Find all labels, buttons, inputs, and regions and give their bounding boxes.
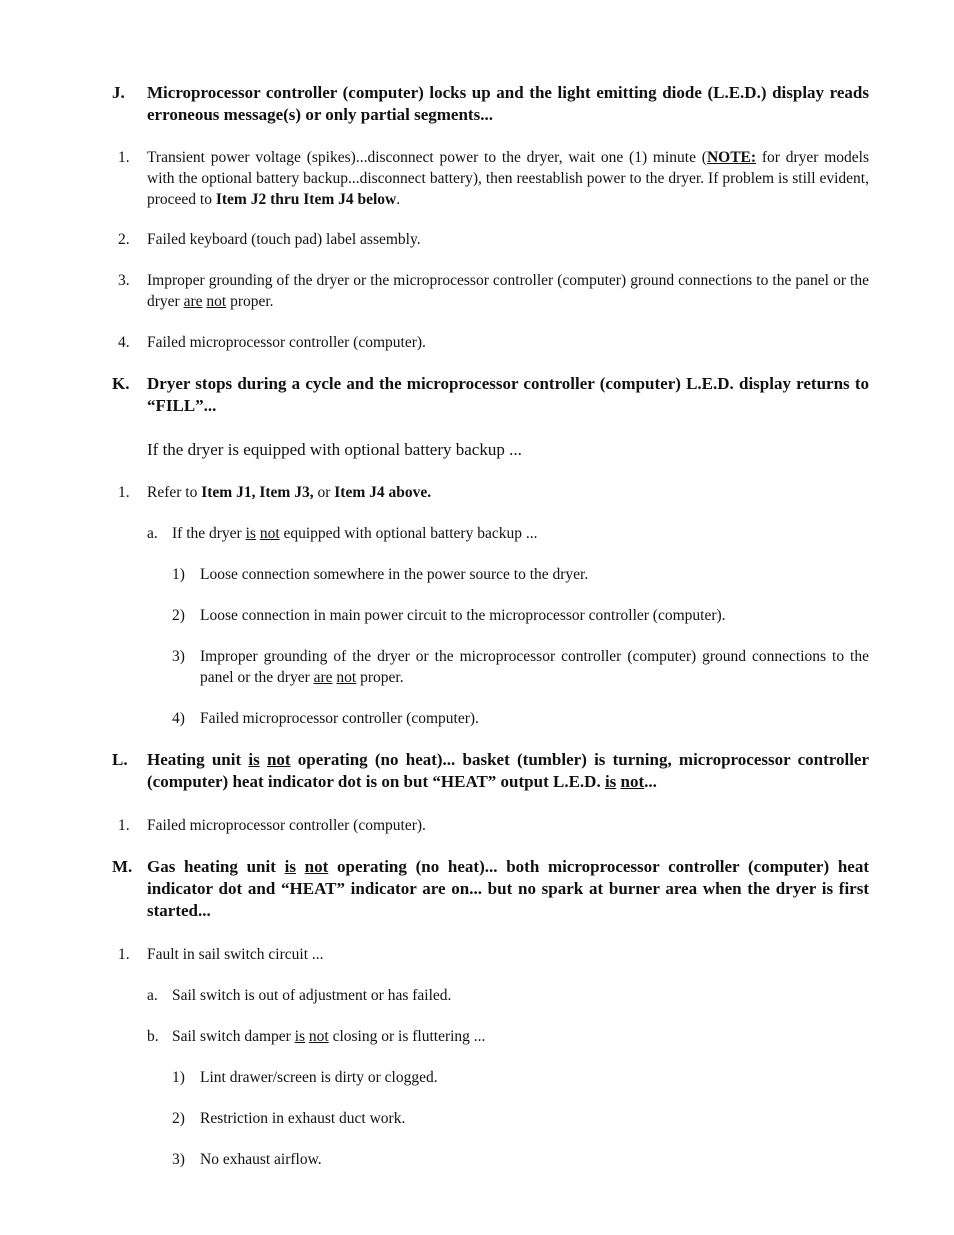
text-run: Improper grounding of the dryer or the microprocessor controller (computer) ground connections to the panel or the dryer	[200, 648, 869, 686]
text-run: closing or is fluttering ...	[328, 1028, 486, 1045]
item-marker: 1)	[172, 566, 185, 583]
underlined-word: is	[604, 772, 617, 791]
text-run: Heating unit	[147, 750, 249, 769]
section-title	[147, 749, 869, 793]
item-marker: 4)	[172, 710, 185, 727]
item-text: Loose connection in main power circuit to the microprocessor controller (computer).	[200, 607, 726, 624]
item-text	[147, 482, 869, 503]
section-marker: L.	[112, 750, 128, 769]
underlined-word: not	[259, 525, 280, 542]
text-run: or	[313, 484, 335, 501]
item-text: Loose connection somewhere in the power source to the dryer.	[200, 566, 589, 583]
item-text: No exhaust airflow.	[200, 1151, 322, 1168]
item-text	[172, 1026, 869, 1047]
text-run: Transient power voltage (spikes)...disconnect power to the dryer, wait one (1) minute (	[147, 149, 707, 166]
underlined-word: are	[313, 669, 333, 686]
item-text	[147, 147, 869, 210]
item-reference: Item J2 thru Item J4 below	[215, 191, 397, 208]
intro-text: If the dryer is equipped with optional battery backup ...	[147, 440, 522, 459]
underlined-word: not	[620, 772, 645, 791]
section-title	[147, 856, 869, 922]
underlined-word: not	[206, 293, 227, 310]
underlined-word: not	[308, 1028, 329, 1045]
underlined-word: are	[183, 293, 203, 310]
item-text: Restriction in exhaust duct work.	[200, 1110, 406, 1127]
item-reference: Item J4 above.	[334, 484, 432, 501]
underlined-word: is	[284, 857, 296, 876]
item-marker: 1.	[118, 817, 130, 834]
text-run: equipped with optional battery backup ...	[279, 525, 538, 542]
item-text	[172, 523, 869, 544]
item-text: Lint drawer/screen is dirty or clogged.	[200, 1069, 438, 1086]
note-label: NOTE:	[706, 149, 757, 166]
item-marker: 2)	[172, 1110, 185, 1127]
item-text: Failed microprocessor controller (computer).	[147, 334, 426, 351]
item-marker: 3)	[172, 648, 185, 665]
text-run: ...	[644, 772, 657, 791]
section-marker: M.	[112, 857, 133, 876]
underlined-word: not	[266, 750, 291, 769]
section-marker: K.	[112, 374, 130, 393]
item-text	[147, 270, 869, 312]
item-marker: 1.	[118, 484, 130, 501]
text-run: Improper grounding of the dryer or the microprocessor controller (computer) ground connections to the panel or the dryer	[147, 272, 869, 310]
item-text: Fault in sail switch circuit ...	[147, 946, 324, 963]
underlined-word: is	[245, 525, 256, 542]
item-marker: 4.	[118, 334, 130, 351]
item-marker: 1)	[172, 1069, 185, 1086]
item-marker: 3)	[172, 1151, 185, 1168]
underlined-word: not	[304, 857, 329, 876]
item-marker: b.	[147, 1028, 159, 1045]
text-run: proper.	[226, 293, 274, 310]
text-run: for dryer models with the optional battery backup...disconnect battery), then reestablish power to the dryer. If problem is still evident, proceed to	[147, 149, 869, 208]
text-run: operating (no heat)... basket (tumbler) is turning, microprocessor controller (computer) heat indicator dot is on but “HEAT” output L.E.D.	[147, 750, 870, 791]
item-marker: 2.	[118, 231, 130, 248]
section-marker: J.	[112, 83, 125, 102]
text-run: Refer to	[147, 484, 202, 501]
text-run: Sail switch damper	[172, 1028, 295, 1045]
text-run: Gas heating unit	[147, 857, 285, 876]
text-run: proper.	[356, 669, 404, 686]
item-text: Failed microprocessor controller (computer).	[200, 710, 479, 727]
item-marker: a.	[147, 987, 158, 1004]
item-marker: 1.	[118, 149, 130, 166]
item-text: Failed microprocessor controller (computer).	[147, 817, 426, 834]
underlined-word: not	[336, 669, 357, 686]
underlined-word: is	[294, 1028, 306, 1045]
underlined-word: is	[248, 750, 260, 769]
item-marker: 1.	[118, 946, 130, 963]
item-text: Sail switch is out of adjustment or has failed.	[172, 987, 452, 1004]
section-title: Dryer stops during a cycle and the microprocessor controller (computer) L.E.D. display returns to “FILL”...	[147, 374, 869, 415]
item-text	[200, 646, 869, 688]
text-run: .	[396, 191, 401, 208]
text-run	[296, 857, 305, 876]
text-run: operating (no heat)... both microprocessor controller (computer) heat indicator dot and “HEAT” indicator are on... but no spark at burner area when the dryer is first started...	[147, 857, 870, 920]
item-marker: a.	[147, 525, 158, 542]
item-marker: 3.	[118, 272, 130, 289]
item-reference: Item J1, Item J3,	[201, 484, 314, 501]
section-title: Microprocessor controller (computer) locks up and the light emitting diode (L.E.D.) display reads erroneous message(s) or only partial segments...	[147, 83, 869, 124]
text-run	[260, 750, 267, 769]
item-marker: 2)	[172, 607, 185, 624]
text-run: If the dryer	[172, 525, 246, 542]
item-text: Failed keyboard (touch pad) label assembly.	[147, 231, 421, 248]
